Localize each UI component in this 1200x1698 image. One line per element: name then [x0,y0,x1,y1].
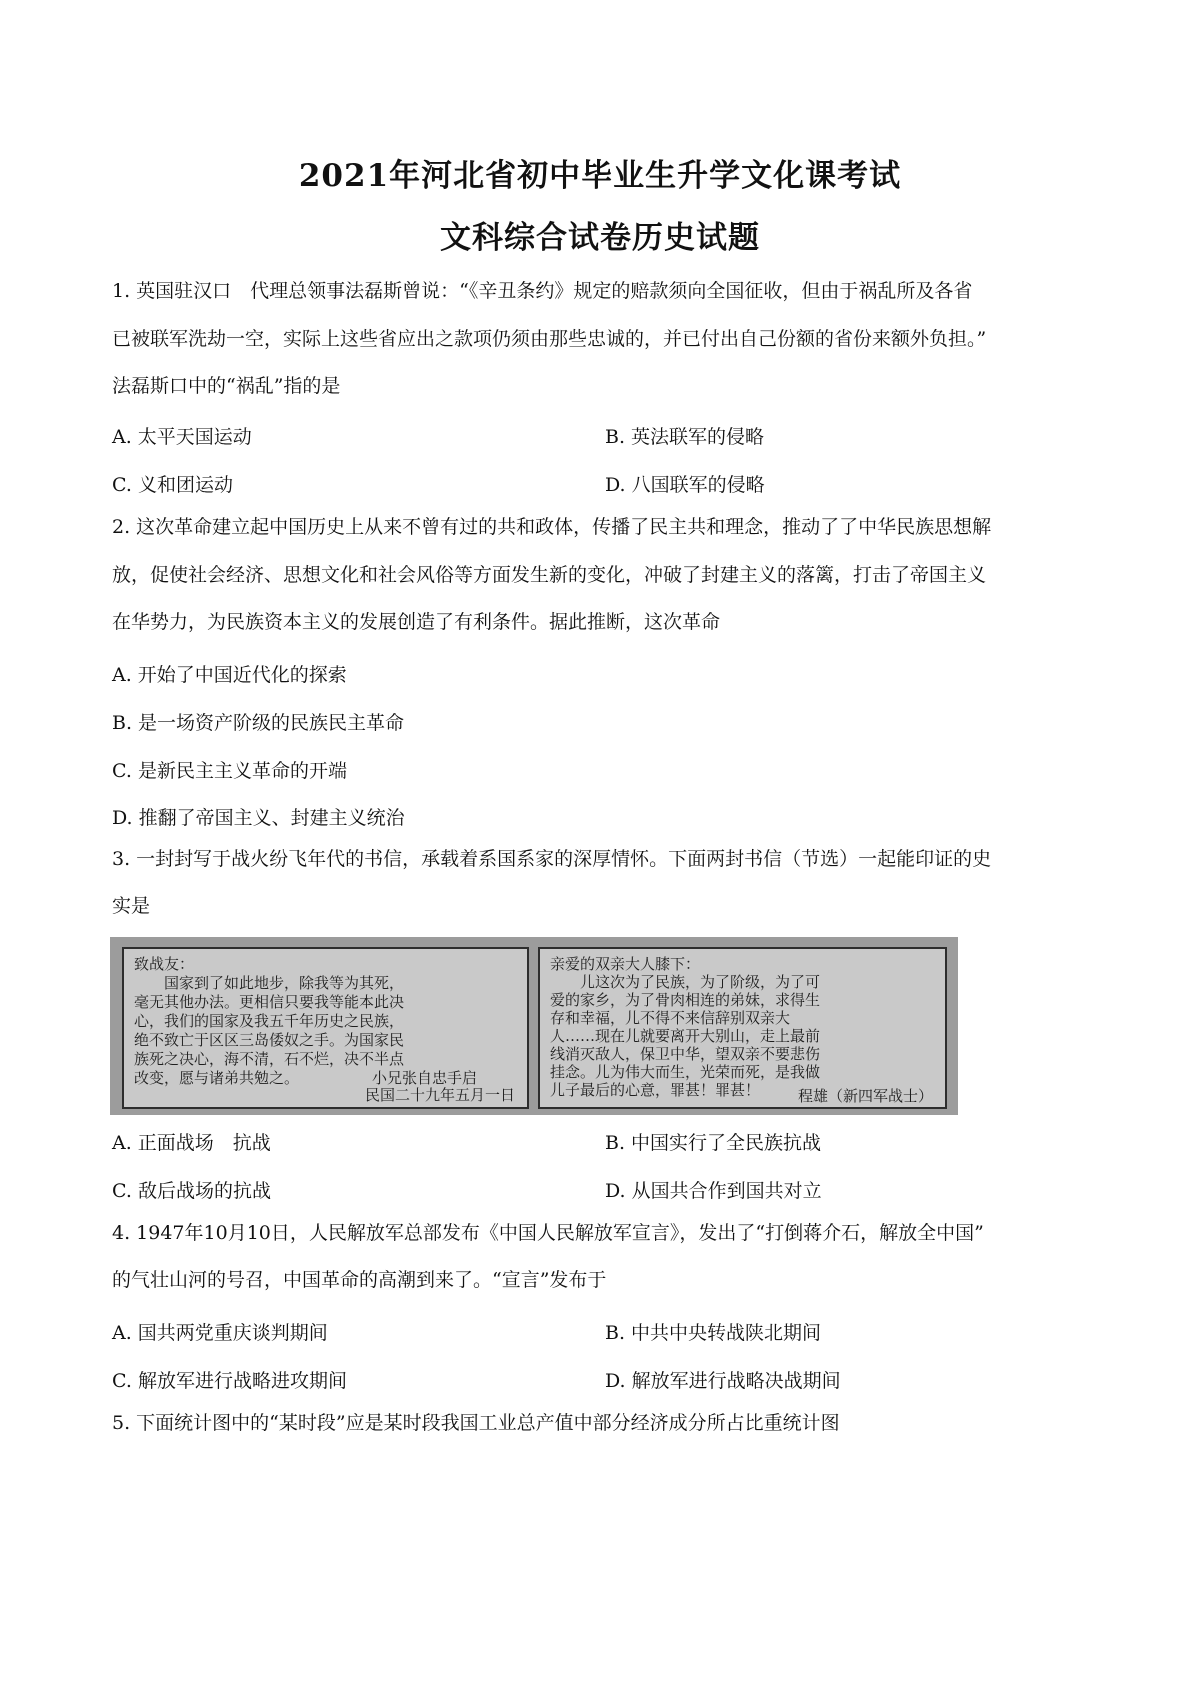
letter-line: 改变，愿与诸弟共勉之。 [134,1069,300,1087]
q3-option-c: C. 敌后战场的抗战 [112,1180,271,1202]
letter-line: 儿这次为了民族，为了阶级，为了可 [550,973,821,991]
q2-stem-line-2: 放，促使社会经济、思想文化和社会风俗等方面发生新的变化，冲破了封建主义的落篱，打击了帝国主义 [112,564,987,586]
letter-line: 国家到了如此地步，除我等为其死， [134,974,405,992]
q3-option-d: D. 从国共合作到国共对立 [605,1180,822,1202]
q1-stem-line-1: 1. 英国驻汉口 代理总领事法磊斯曾说：“《辛丑条约》规定的赔款须向全国征收，但由于祸乱所及各省 [112,280,973,302]
q1-stem-line-2: 已被联军洗劫一空，实际上这些省应出之款项仍须由那些忠诚的，并已付出自己份额的省份来额外负担。” [112,328,987,350]
q4-stem-line-1: 4. 1947年10月10日，人民解放军总部发布《中国人民解放军宣言》，发出了“打倒蒋介石，解放全中国” [112,1222,984,1244]
letter-signature: 程雄（新四军战士） [797,1087,933,1105]
letter-line: 挂念。儿为伟大而生，光荣而死，是我做 [550,1063,821,1081]
q2-stem-line-1: 2. 这次革命建立起中国历史上从来不曾有过的共和政体，传播了民主共和理念，推动了了中华民族思想解 [112,516,992,538]
letter-line: 族死之决心，海不清，石不烂，决不半点 [134,1050,405,1068]
exam-subtitle: 文科综合试卷历史试题 [440,220,760,256]
letter-line: 人……现在儿就要离开大别山，走上最前 [550,1027,821,1045]
q3-option-b: B. 中国实行了全民族抗战 [605,1132,822,1154]
letter-zhang-zizhong [122,947,529,1109]
q4-stem-line-2: 的气壮山河的号召，中国革命的高潮到来了。“宣言”发布于 [112,1269,607,1291]
q2-option-a: A. 开始了中国近代化的探索 [112,664,347,686]
letter-line: 儿子最后的心意，罪甚！罪甚！ [550,1081,761,1099]
letter-line: 存和幸福，儿不得不来信辞别双亲大 [550,1009,791,1027]
letter-line: 爱的家乡，为了骨肉相连的弟妹，求得生 [550,991,821,1009]
letter-line: 心，我们的国家及我五千年历史之民族， [134,1012,405,1030]
q4-option-a: A. 国共两党重庆谈判期间 [112,1322,328,1344]
letter-date: 民国二十九年五月一日 [364,1086,515,1104]
q2-option-d: D. 推翻了帝国主义、封建主义统治 [112,807,405,829]
letter-cheng-xiong [538,947,947,1109]
letter-line: 绝不致亡于区区三岛倭奴之手。为国家民 [134,1031,405,1049]
exam-title: 2021年河北省初中毕业生升学文化课考试 [298,158,902,194]
q5-stem-line-1: 5. 下面统计图中的“某时段”应是某时段我国工业总产值中部分经济成分所占比重统计图 [112,1412,840,1434]
q2-option-c: C. 是新民主主义革命的开端 [112,760,347,782]
q1-stem-line-3: 法磊斯口中的“祸乱”指的是 [112,375,341,397]
q4-option-c: C. 解放军进行战略进攻期间 [112,1370,347,1392]
letter-signature: 小兄张自忠手启 [371,1069,477,1087]
letter-line: 亲爱的双亲大人膝下： [550,955,701,973]
q2-stem-line-3: 在华势力，为民族资本主义的发展创造了有利条件。据此推断，这次革命 [112,611,721,633]
q1-option-a: A. 太平天国运动 [112,426,252,448]
q4-option-b: B. 中共中央转战陕北期间 [605,1322,822,1344]
letter-line: 致战友： [134,955,195,973]
q3-stem-line-2: 实是 [112,895,151,917]
q3-stem-line-1: 3. 一封封写于战火纷飞年代的书信，承载着系国系家的深厚情怀。下面两封书信（节选）一起能印证的史 [112,848,992,870]
q1-option-b: B. 英法联军的侵略 [605,426,765,448]
letters-image [110,937,958,1115]
letter-line: 线消灭敌人，保卫中华，望双亲不要悲伤 [550,1045,821,1063]
q2-option-b: B. 是一场资产阶级的民族民主革命 [112,712,405,734]
q1-option-c: C. 义和团运动 [112,474,233,496]
q1-option-d: D. 八国联军的侵略 [605,474,765,496]
q3-option-a: A. 正面战场 抗战 [112,1132,271,1154]
letter-line: 毫无其他办法。更相信只要我等能本此决 [134,993,405,1011]
q4-option-d: D. 解放军进行战略决战期间 [605,1370,841,1392]
